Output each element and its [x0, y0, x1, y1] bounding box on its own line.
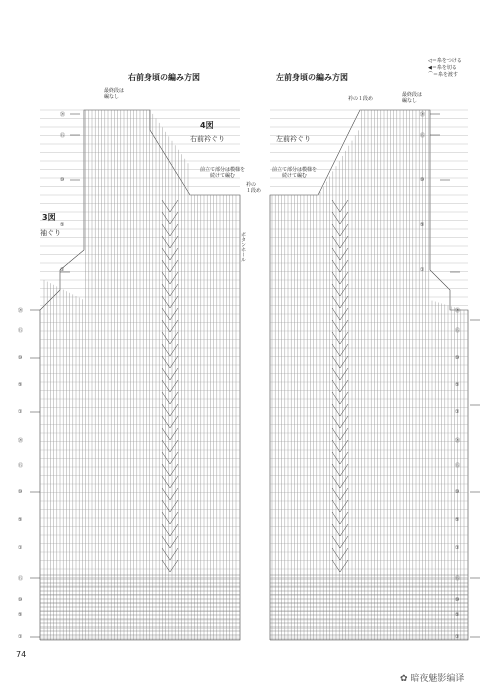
row-marker-right: ⑩	[455, 597, 460, 603]
row-marker-right: ⑮	[455, 463, 461, 469]
legend-item-cut: ◀＝糸を切る	[428, 65, 457, 71]
row-marker-right: ①	[420, 267, 425, 273]
cut-yarn-icon: ◀	[428, 65, 432, 71]
row-marker-left: ⑮	[18, 328, 24, 334]
left-front-title: 左前身頃の編み方図	[276, 73, 348, 82]
row-marker-right: ⑳	[420, 112, 426, 118]
row-marker-left: ⑳	[18, 438, 24, 444]
row-marker-left: ⑳	[60, 112, 66, 118]
row-marker-left: ⑮	[18, 463, 24, 469]
row-marker-left: ⑮	[18, 576, 24, 582]
row-marker-right: ⑤	[455, 612, 460, 618]
row-marker-left: ⑩	[18, 355, 23, 361]
wechat-icon: ✿	[400, 674, 408, 684]
note-collar-first-row: 衿の １段め	[246, 182, 262, 194]
row-marker-right: ⑩	[420, 177, 425, 183]
watermark: ✿ 暗夜魅影编译	[400, 674, 465, 684]
row-marker-right: ⑩	[455, 489, 460, 495]
note-first-row: 衿の１段め	[348, 96, 374, 102]
right-neck-label: 右前衿ぐり	[190, 135, 225, 143]
figure-3-label: 3図	[42, 213, 56, 222]
note-continue-left: 前立て部分は模様を 続けて編む	[272, 167, 318, 179]
row-marker-left: ⑤	[18, 517, 23, 523]
legend-item-carry: ⌒＝糸を渡す	[428, 72, 459, 78]
row-marker-left: ⑤	[18, 382, 23, 388]
row-marker-right: ⑮	[455, 328, 461, 334]
page-number: 74	[16, 650, 27, 659]
row-marker-right: ⑮	[455, 576, 461, 582]
row-marker-left: ⑩	[60, 177, 65, 183]
carry-yarn-icon: ⌒	[428, 72, 434, 78]
row-marker-left: ①	[60, 267, 65, 273]
note-last-row-left: 最終段は 編なし	[402, 92, 423, 104]
row-marker-left: ⑩	[18, 597, 23, 603]
row-marker-left: ⑤	[60, 222, 65, 228]
row-marker-right: ⑤	[455, 517, 460, 523]
row-marker-right: ⑳	[455, 308, 461, 314]
right-front-title: 右前身頃の編み方図	[128, 73, 200, 82]
row-marker-left: ①	[18, 409, 23, 415]
row-marker-right: ⑤	[455, 382, 460, 388]
figure-4-label: 4図	[200, 121, 214, 130]
armhole-label: 袖ぐり	[40, 229, 61, 237]
row-marker-right: ⑩	[455, 355, 460, 361]
row-marker-right: ⑳	[455, 438, 461, 444]
note-last-row-right: 最終段は 編なし	[104, 88, 125, 100]
row-marker-right: ①	[455, 634, 460, 640]
row-marker-left: ①	[18, 545, 23, 551]
row-marker-right: ①	[455, 409, 460, 415]
attach-yarn-icon: ◁	[428, 58, 432, 64]
row-marker-right: ⑮	[420, 133, 426, 139]
left-neck-label: 左前衿ぐり	[276, 135, 311, 143]
row-marker-right: ①	[455, 545, 460, 551]
note-continue-right: 前立て部分は模様を 続けて編む	[200, 167, 246, 179]
row-marker-left: ⑩	[18, 489, 23, 495]
row-marker-left: ⑮	[60, 133, 66, 139]
row-marker-right: ⑤	[420, 222, 425, 228]
row-marker-left: ⑤	[18, 612, 23, 618]
row-marker-left: ①	[18, 634, 23, 640]
row-marker-left: ⑳	[18, 308, 24, 314]
note-buttonhole: ボタンホール	[240, 232, 246, 262]
legend-item-attach: ◁＝糸をつける	[428, 58, 462, 64]
